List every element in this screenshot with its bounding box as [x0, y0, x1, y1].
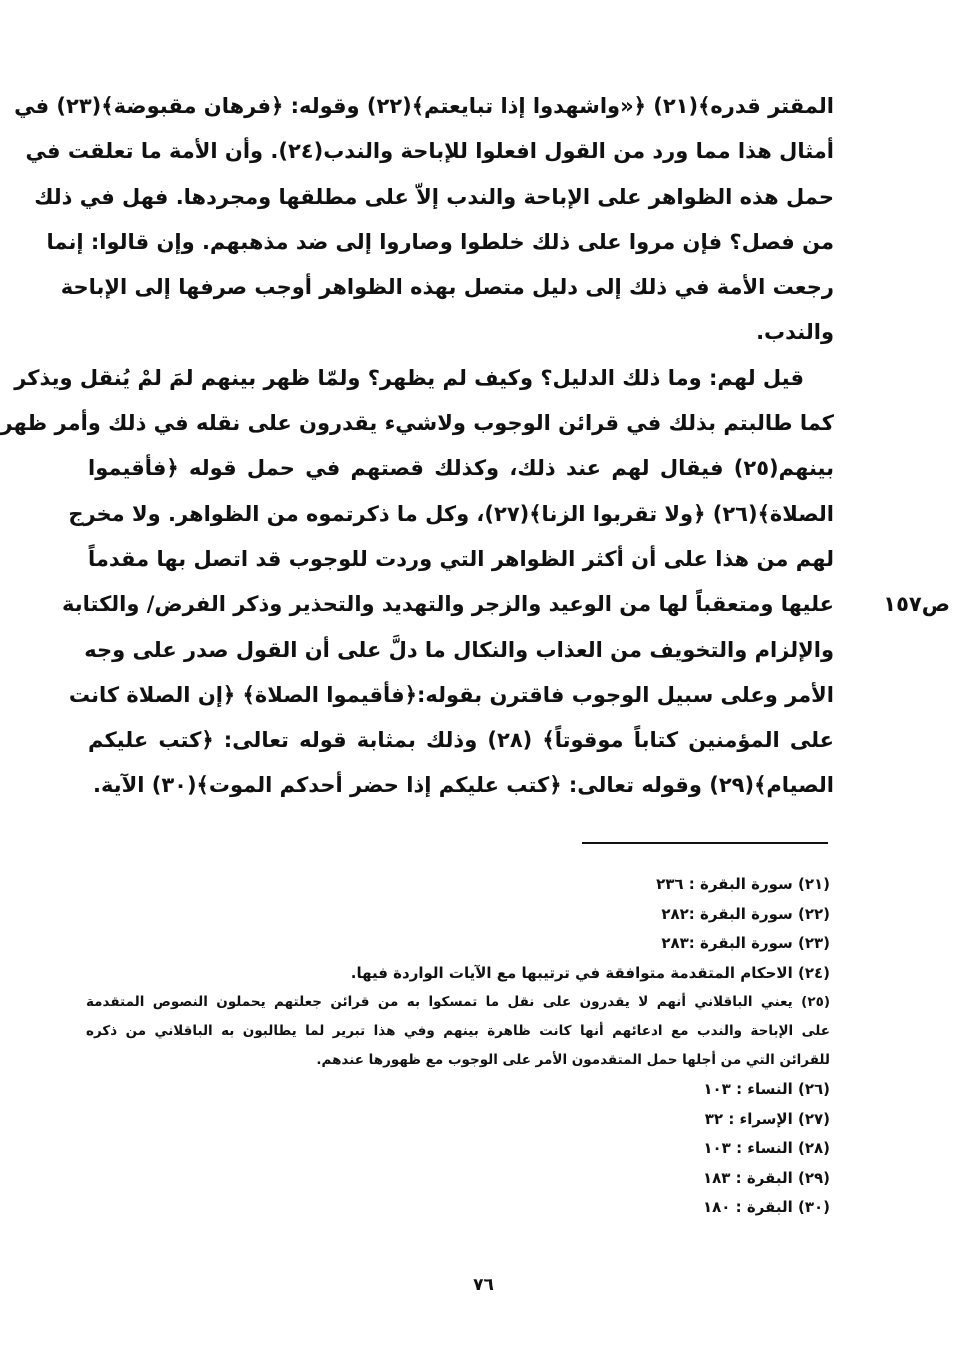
text-line: كما طالبتم بذلك في قرائن الوجوب ولاشيء يقدرون على نقله في ذلك وأمر ظهر — [0, 411, 834, 436]
text-line: لهم من هذا على أن أكثر الظواهر التي وردت للوجوب قد اتصل بها مقدماً — [88, 546, 834, 571]
text-line: قيل لهم: وما ذلك الدليل؟ وكيف لم يظهر؟ ولمّا ظهر بينهم لمَ لمْ يُنقل ويذكر — [14, 365, 804, 390]
text-line: حمل هذه الظواهر على الإباحة والندب إلاّ على مطلقها ومجردها. فهل في ذلك — [34, 184, 834, 209]
footnote-25 — [86, 988, 830, 1075]
text-line: الأمر وعلى سبيل الوجوب فاقترن بقوله:﴿فأقيموا الصلاة﴾ ﴿إن الصلاة كانت — [68, 682, 834, 707]
footnote-21: (٢١) سورة البقرة : ٢٣٦ — [656, 875, 830, 893]
page-number: ٧٦ — [473, 1275, 494, 1295]
footnote-28: (٢٨) النساء : ١٠٣ — [703, 1139, 830, 1157]
text-line: من فصل؟ فإن مروا على ذلك خلطوا وصاروا إلى ضد مذهبهم. وإن قالوا: إنما — [46, 229, 834, 254]
text-line: عليها ومتعقباً لها من الوعيد والزجر والتهديد والتحذير وذكر الفرض/ والكتابة — [62, 592, 834, 617]
footnote-29: (٢٩) البقرة : ١٨٣ — [702, 1168, 830, 1187]
text-line: والإلزام والتخويف من العذاب والنكال ما دلَّ على أن القول صدر على وجه — [84, 637, 834, 662]
text-line: رجعت الأمة في ذلك إلى دليل متصل بهذه الظواهر أوجب صرفها إلى الإباحة — [60, 275, 834, 300]
footnote-26: (٢٦) النساء : ١٠٣ — [703, 1080, 830, 1098]
footnotes — [86, 870, 830, 1223]
footnote-24: (٢٤) الاحكام المتقدمة متوافقة في ترتيبها مع الآيات الواردة فيها. — [350, 963, 830, 982]
text-line: أمثال هذا مما ورد من القول افعلوا للإباحة والندب(٢٤). وأن الأمة ما تعلقت في — [25, 139, 834, 164]
margin-page-reference: ص١٥٧ — [883, 592, 950, 616]
main-text-block — [0, 84, 834, 809]
text-line: على المؤمنين كتاباً موقوتاً﴾ (٢٨) وذلك بمثابة قوله تعالى: ﴿كتب عليكم — [88, 728, 834, 753]
text-line: الصيام﴾(٢٩) وقوله تعالى: ﴿كتب عليكم إذا حضر أحدكم الموت﴾(٣٠) الآية. — [92, 773, 834, 798]
footnote-23: (٢٣) سورة البقرة :٢٨٣ — [661, 934, 830, 952]
text-line: الصلاة﴾(٢٦) ﴿ولا تقربوا الزنا﴾(٢٧)، وكل ما ذكرتموه من الظواهر. ولا مخرج — [68, 501, 834, 526]
footnote-25-line: للقرائن التي من أجلها حمل المتقدمون الأمر على الوجوب مع ظهورها عندهم. — [316, 1052, 830, 1068]
text-line: المقتر قدره﴾(٢١) ﴿«واشهدوا إذا تبايعتم﴾(٢٢) وقوله: ﴿فرهان مقبوضة﴾(٢٣) في — [14, 94, 834, 118]
text-line: والندب. — [756, 320, 834, 345]
footnote-27: (٢٧) الإسراء : ٣٢ — [704, 1109, 830, 1128]
footnote-25-line: على الإباحة والندب مع ادعائهم أنها كانت ظاهرة بينهم وفي هذا تبرير لما يطالبون به الباقلاني من ذكره — [86, 1023, 830, 1039]
footnote-30: (٣٠) البقرة : ١٨٠ — [702, 1198, 830, 1216]
footnote-22: (٢٢) سورة البقرة :٢٨٢ — [661, 904, 830, 923]
text-line: بينهم(٢٥) فيقال لهم عند ذلك، وكذلك قصتهم في حمل قوله ﴿فأقيموا — [88, 456, 834, 481]
footnote-25-line: (٢٥) يعني الباقلاني أنهم لا يقدرون على نقل ما تمسكوا به من قرائن جعلتهم يحملون النصوص المتقدمة — [86, 994, 830, 1010]
footnote-separator — [582, 842, 828, 844]
